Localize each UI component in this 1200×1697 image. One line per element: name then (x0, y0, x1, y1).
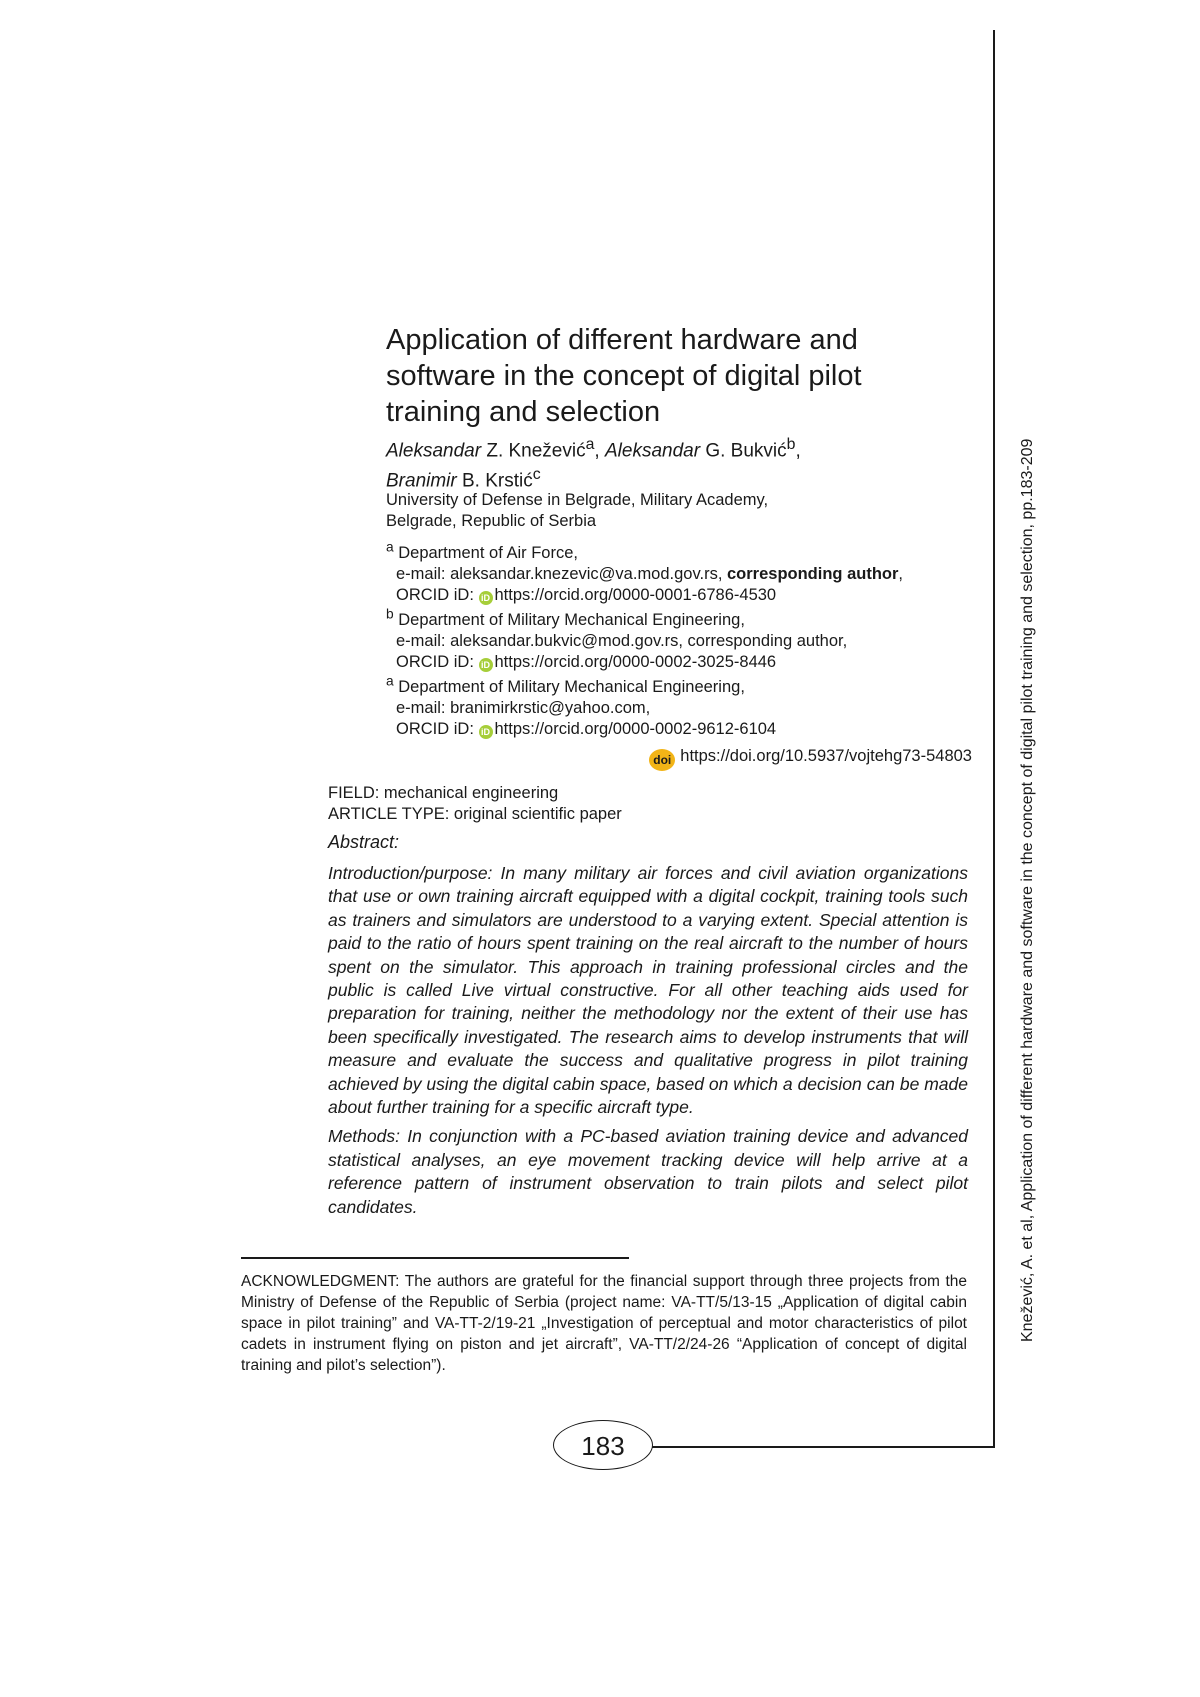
orcid-icon: iD (479, 658, 493, 672)
orcid-icon: iD (479, 591, 493, 605)
department-a-name: Department of Air Force, (393, 543, 578, 562)
paper-title: Application of different hardware and software in the concept of digital pilot training and selection (386, 324, 862, 428)
doi-link[interactable]: https://doi.org/10.5937/vojtehg73-54803 (680, 747, 972, 765)
abstract-heading: Abstract: (328, 832, 400, 852)
department-a-orcid-label: ORCID iD: (396, 585, 479, 604)
department-a (386, 536, 1006, 606)
department-c-orcid-label: ORCID iD: (396, 719, 479, 738)
doi-line (612, 745, 972, 771)
department-b-orcid-label: ORCID iD: (396, 652, 479, 671)
author-3-first-name: Branimir (386, 470, 457, 492)
doi-icon: doi (649, 749, 675, 771)
author-1-first-name: Aleksandar (386, 440, 482, 462)
acknowledgment-footnote: ACKNOWLEDGMENT: The authors are grateful for the financial support through three projects from the Ministry of Defense of the Republic of Serbia (project name: VA-TT/5/13-15 „Application of digital cabin space in pilot training” and VA-TT-2/19-21 „Investigation of perceptual and motor characteristics of pilot cadets in instrument flying on piston and jet aircraft”, VA-TT/2/24-26 “Application of concept of digital training and pilot’s selection”). (241, 1273, 967, 1374)
department-b-mark: b (386, 606, 394, 621)
affiliation (386, 490, 906, 532)
department-b-name: Department of Military Mechanical Engineering, (393, 610, 745, 629)
department-c-mark: a (386, 673, 394, 688)
author-2-surname: G. Bukvić (700, 440, 787, 462)
department-a-orcid-link[interactable]: https://orcid.org/0000-0001-6786-4530 (494, 585, 777, 604)
department-c (386, 670, 1006, 740)
author-3-affiliation-mark: c (532, 466, 541, 484)
department-c-orcid-link[interactable]: https://orcid.org/0000-0002-9612-6104 (494, 719, 777, 738)
department-b (386, 603, 1006, 673)
department-a-email[interactable]: e-mail: aleksandar.knezevic@va.mod.gov.rs, (396, 564, 727, 583)
department-b-orcid-link[interactable]: https://orcid.org/0000-0002-3025-8446 (494, 652, 777, 671)
author-1-affiliation-mark: a (585, 436, 595, 453)
affiliation-line-2: Belgrade, Republic of Serbia (386, 512, 597, 530)
abstract-body (328, 862, 968, 1225)
author-list: Aleksandar Z. Knežević$^a$, Aleksandar G. Bukvić$^b$, Branimir B. Krstić$^c$ (386, 436, 801, 492)
abstract-methods: Methods: In conjunction with a PC-based aviation training device and advanced statistical analyses, an eye movement tracking device will help arrive at a reference pattern of instrument observation to train pilots and select pilot candidates. (328, 1126, 968, 1217)
author-1-surname: Z. Knežević (481, 440, 586, 462)
page-number: 183 (553, 1420, 653, 1470)
department-b-email[interactable]: e-mail: aleksandar.bukvic@mod.gov.rs, corresponding author, (396, 631, 848, 650)
field-label: FIELD: mechanical engineering (328, 784, 559, 802)
author-2-first-name: Aleksandar (604, 440, 701, 462)
department-a-punct: , (898, 564, 904, 583)
margin-rule (993, 30, 995, 1448)
author-2-affiliation-mark: b (786, 436, 796, 453)
department-a-mark: a (386, 539, 394, 554)
department-c-name: Department of Military Mechanical Engineering, (393, 677, 745, 696)
page-number-rule (652, 1446, 994, 1448)
author-3-surname: B. Krstić (456, 470, 533, 492)
article-type-label: ARTICLE TYPE: original scientific paper (328, 805, 622, 823)
department-c-email[interactable]: e-mail: branimirkrstic@yahoo.com, (396, 698, 651, 717)
running-head: Knežević, A. et al, Application of different hardware and software in the concept of digital pilot training and selection, pp.183-209 (1019, 438, 1036, 1342)
abstract-introduction: Introduction/purpose: In many military air forces and civil aviation organizations that use or own training aircraft equipped with a digital cockpit, training tools such as trainers and simulators are understood to a varying extent. Special attention is paid to the ratio of hours spent training on the real aircraft to the number of hours spent on the simulator. This approach in training professional circles and the public is called Live virtual constructive. For all other teaching aids used for preparation for training, neither the methodology nor the extent of their use has been specifically investigated. The research aims to develop instruments that will measure and evaluate the success and qualitative progress in pilot training achieved by using the digital cabin space, based on which a decision can be made about further training for a specific aircraft type. (328, 863, 968, 1118)
affiliation-line-1: University of Defense in Belgrade, Military Academy, (386, 491, 769, 509)
corresponding-author-label: corresponding author (727, 564, 899, 583)
footnote-divider (241, 1257, 629, 1259)
article-meta (328, 783, 928, 825)
orcid-icon: iD (479, 725, 493, 739)
